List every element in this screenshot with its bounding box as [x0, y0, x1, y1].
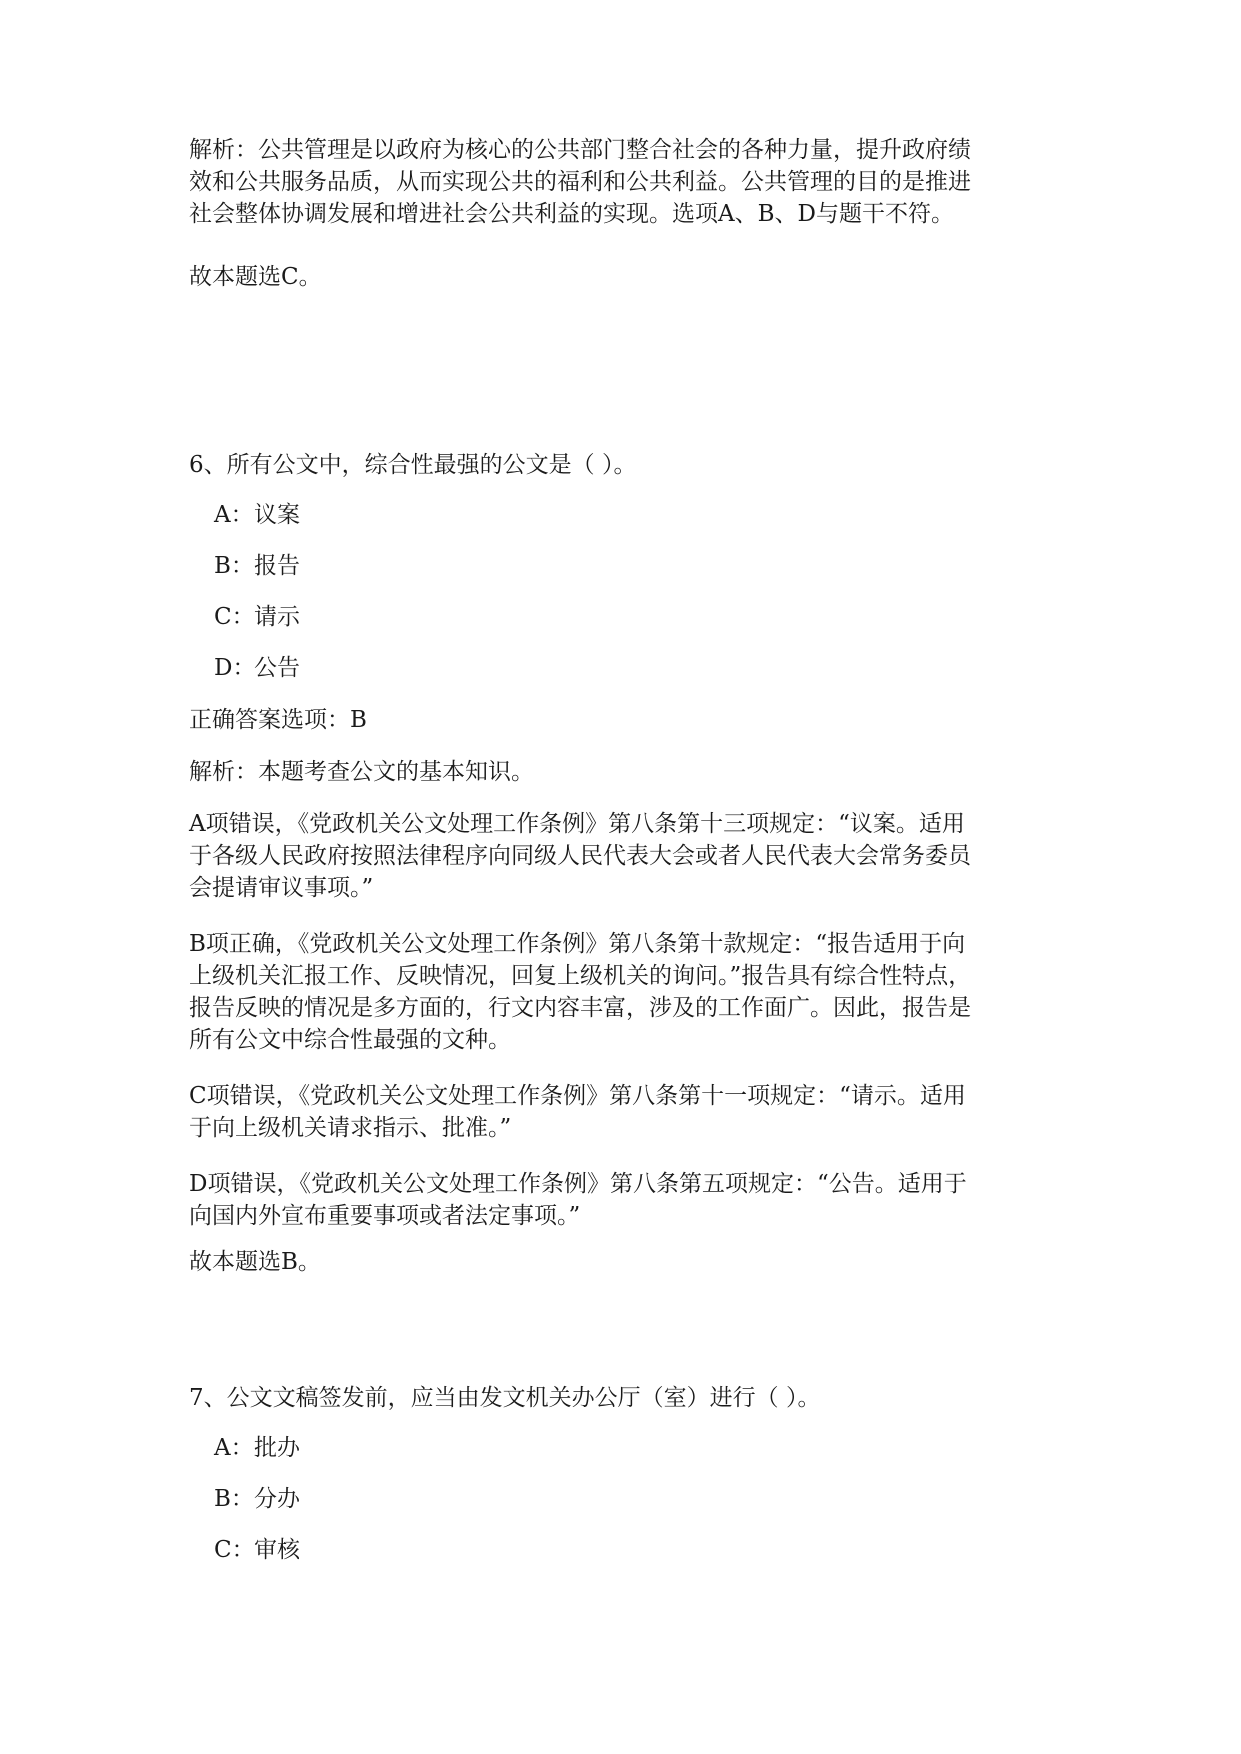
text-line: 于向上级机关请求指示、批准。” — [189, 1115, 512, 1141]
text-line: 上级机关汇报工作、反映情况，回复上级机关的询问。”报告具有综合性特点， — [189, 963, 972, 989]
question-6-stem: 6、所有公文中，综合性最强的公文是（ ）。 — [189, 452, 637, 478]
option-label: B： — [214, 553, 254, 579]
option-text: 审核 — [254, 1537, 300, 1563]
text-line: D项错误，《党政机关公文处理工作条例》第八条第五项规定：“公告。适用于 — [189, 1171, 967, 1197]
text-line: 向国内外宣布重要事项或者法定事项。” — [189, 1203, 581, 1229]
q6-conclusion: 故本题选B。 — [189, 1249, 321, 1275]
text-line: 效和公共服务品质，从而实现公共的福利和公共利益。公共管理的目的是推进 — [189, 169, 971, 195]
text-line: 于各级人民政府按照法律程序向同级人民代表大会或者人民代表大会常务委员 — [189, 843, 971, 869]
option-text: 议案 — [254, 502, 300, 528]
q6-analysis-d — [189, 1168, 1049, 1232]
prev-analysis-paragraph — [189, 134, 1049, 230]
q6-analysis-intro: 解析：本题考查公文的基本知识。 — [189, 759, 534, 785]
prev-conclusion: 故本题选C。 — [189, 264, 322, 290]
text-line: B项正确，《党政机关公文处理工作条例》第八条第十款规定：“报告适用于向 — [189, 931, 966, 957]
text-line: C项错误，《党政机关公文处理工作条例》第八条第十一项规定：“请示。适用 — [189, 1083, 966, 1109]
option-text: 报告 — [254, 553, 300, 579]
q6-option-d — [214, 652, 300, 684]
q6-option-b — [214, 550, 300, 582]
text-line: 所有公文中综合性最强的文种。 — [189, 1027, 511, 1053]
text-line: 报告反映的情况是多方面的，行文内容丰富，涉及的工作面广。因此，报告是 — [189, 995, 971, 1021]
option-label: D： — [214, 655, 256, 681]
q6-option-a — [214, 499, 300, 531]
option-label: A： — [214, 1435, 254, 1461]
text-line: A项错误，《党政机关公文处理工作条例》第八条第十三项规定：“议案。适用 — [189, 811, 965, 837]
q6-analysis-c — [189, 1080, 1049, 1144]
option-text: 请示 — [254, 604, 300, 630]
q6-analysis-a — [189, 808, 1049, 904]
text-line: 会提请审议事项。” — [189, 875, 374, 901]
text-line: 解析：公共管理是以政府为核心的公共部门整合社会的各种力量，提升政府绩 — [189, 137, 971, 163]
option-text: 公告 — [254, 655, 300, 681]
option-label: B： — [214, 1486, 254, 1512]
option-label: C： — [214, 604, 255, 630]
q6-answer: 正确答案选项：B — [189, 707, 367, 733]
q7-option-c — [214, 1534, 300, 1566]
q6-option-c — [214, 601, 300, 633]
q6-analysis-b — [189, 928, 1049, 1056]
option-label: A： — [214, 502, 254, 528]
option-text: 批办 — [254, 1435, 300, 1461]
q7-option-a — [214, 1432, 300, 1464]
option-text: 分办 — [254, 1486, 300, 1512]
question-7-stem: 7、公文文稿签发前，应当由发文机关办公厅（室）进行（ ）。 — [189, 1385, 821, 1411]
option-label: C： — [214, 1537, 255, 1563]
text-line: 社会整体协调发展和增进社会公共利益的实现。选项A、B、D与题干不符。 — [189, 201, 954, 227]
q7-option-b — [214, 1483, 300, 1515]
